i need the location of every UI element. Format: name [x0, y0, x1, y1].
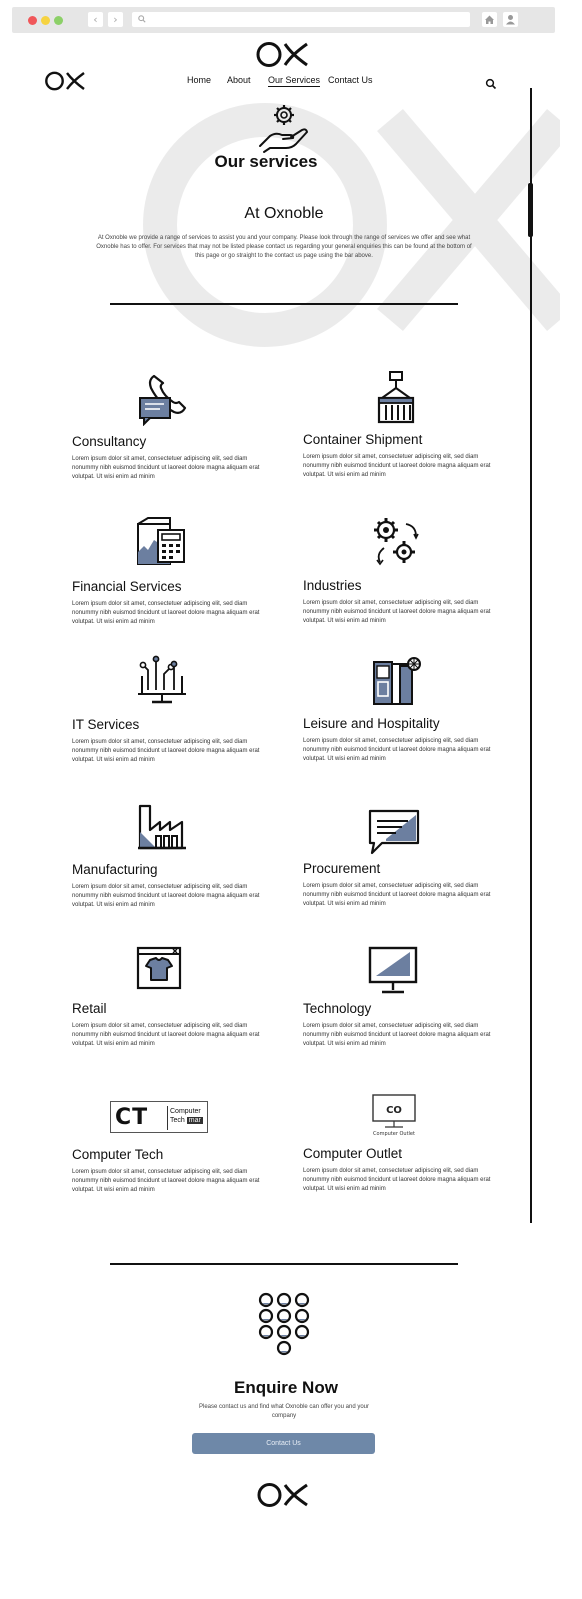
service-title-procurement: Procurement [303, 861, 381, 876]
computer-tech-logo-mark: CT [115, 1105, 149, 1130]
close-window-dot[interactable] [28, 16, 37, 25]
enquire-text: Please contact us and find what Oxnoble can offer you and your company [199, 1404, 369, 1419]
page-scrollbar-track[interactable] [530, 88, 532, 1223]
page-title: Our services [214, 152, 318, 171]
search-icon [138, 15, 146, 23]
circuit-monitor-icon [134, 654, 190, 710]
forward-arrow-icon[interactable]: › [108, 12, 123, 27]
nav-home[interactable]: Home [187, 75, 212, 85]
service-desc-manufacturing: Lorem ipsum dolor sit amet, consectetuer adipiscing elit, sed diam nonummy nibh euismod tincidunt ut laoreet dolore magna aliquam erat volutpat. Ut wisi enim ad minim [72, 884, 260, 908]
browser-toolbar [12, 7, 555, 33]
service-desc-procurement: Lorem ipsum dolor sit amet, consectetuer adipiscing elit, sed diam nonummy nibh euismod tincidunt ut laoreet dolore magna aliquam erat volutpat. Ut wisi enim ad minim [303, 883, 491, 907]
nav-our-services[interactable]: Our Services [268, 75, 321, 85]
service-title-financial-services: Financial Services [72, 579, 182, 594]
ox-logo-footer[interactable] [256, 1481, 312, 1509]
service-desc-financial-services: Lorem ipsum dolor sit amet, consectetuer adipiscing elit, sed diam nonummy nibh euismod tincidunt ut laoreet dolore magna aliquam erat volutpat. Ut wisi enim ad minim [72, 601, 260, 625]
ox-logo[interactable] [255, 40, 313, 69]
background-logo-watermark [140, 100, 560, 350]
service-title-technology: Technology [303, 1001, 372, 1016]
section-divider [110, 1263, 458, 1265]
service-title-industries: Industries [303, 578, 362, 593]
back-arrow-icon[interactable]: ‹ [88, 12, 103, 27]
enquire-title: Enquire Now [234, 1378, 338, 1397]
factory-icon [134, 800, 190, 856]
service-desc-computer-tech: Lorem ipsum dolor sit amet, consectetuer adipiscing elit, sed diam nonummy nibh euismod tincidunt ut laoreet dolore magna aliquam erat volutpat. Ut wisi enim ad minim [72, 1169, 260, 1193]
service-title-consultancy: Consultancy [72, 434, 147, 449]
computer-tech-logo-line2: Tech [170, 1117, 185, 1124]
page-subtitle: At Oxnoble [244, 205, 324, 222]
service-desc-industries: Lorem ipsum dolor sit amet, consectetuer adipiscing elit, sed diam nonummy nibh euismod tincidunt ut laoreet dolore magna aliquam erat volutpat. Ut wisi enim ad minim [303, 600, 491, 624]
ox-logo-small[interactable] [44, 70, 88, 92]
service-desc-retail: Lorem ipsum dolor sit amet, consectetuer adipiscing elit, sed diam nonummy nibh euismod tincidunt ut laoreet dolore magna aliquam erat volutpat. Ut wisi enim ad minim [72, 1023, 260, 1047]
maximize-window-dot[interactable] [54, 16, 63, 25]
computer-tech-logo [110, 1101, 208, 1133]
service-title-computer-tech: Computer Tech [72, 1147, 164, 1162]
minimize-window-dot[interactable] [41, 16, 50, 25]
search-icon[interactable] [485, 78, 497, 90]
computer-tech-logo-line1: Computer [170, 1108, 201, 1115]
service-desc-container-shipment: Lorem ipsum dolor sit amet, consectetuer adipiscing elit, sed diam nonummy nibh euismod tincidunt ut laoreet dolore magna aliquam erat volutpat. Ut wisi enim ad minim [303, 454, 491, 478]
nav-contact-us[interactable]: Contact Us [328, 75, 373, 85]
service-desc-it-services: Lorem ipsum dolor sit amet, consectetuer adipiscing elit, sed diam nonummy nibh euismod tincidunt ut laoreet dolore magna aliquam erat volutpat. Ut wisi enim ad minim [72, 739, 260, 763]
shirt-window-icon [132, 942, 188, 998]
computer-outlet-logo [367, 1093, 423, 1139]
nav-about[interactable]: About [227, 75, 251, 85]
service-desc-consultancy: Lorem ipsum dolor sit amet, consectetuer adipiscing elit, sed diam nonummy nibh euismod tincidunt ut laoreet dolore magna aliquam erat volutpat. Ut wisi enim ad minim [72, 456, 260, 480]
intro-paragraph: At Oxnoble we provide a range of services to assist you and your company. Please look through the range of services we offer and see what Oxnoble has to offer. For services that may not be listed please contact us regarding your general enquiries this can be found at the bottom of this page or go straight to the contact us page using the bar above. [96, 235, 472, 259]
service-title-leisure-hospitality: Leisure and Hospitality [303, 716, 440, 731]
keypad-icon [256, 1292, 312, 1358]
computer-outlet-logo-name: Computer Outlet [373, 1131, 415, 1137]
computer-tech-logo-tag: mar [188, 1117, 201, 1124]
computer-outlet-logo-mark: CO [386, 1105, 402, 1116]
service-title-container-shipment: Container Shipment [303, 432, 423, 447]
monitor-icon [366, 942, 422, 998]
address-bar[interactable] [132, 12, 470, 27]
brochure-drink-icon [368, 654, 424, 710]
service-desc-leisure-hospitality: Lorem ipsum dolor sit amet, consectetuer adipiscing elit, sed diam nonummy nibh euismod tincidunt ut laoreet dolore magna aliquam erat volutpat. Ut wisi enim ad minim [303, 738, 491, 762]
user-icon[interactable] [503, 12, 518, 27]
service-title-it-services: IT Services [72, 717, 140, 732]
service-title-manufacturing: Manufacturing [72, 862, 158, 877]
service-title-computer-outlet: Computer Outlet [303, 1146, 403, 1161]
service-title-retail: Retail [72, 1001, 107, 1016]
phone-chat-icon [134, 370, 190, 426]
container-crane-icon [368, 370, 424, 426]
message-icon [368, 803, 424, 859]
home-icon[interactable] [482, 12, 497, 27]
hand-gear-icon [256, 102, 312, 154]
finance-calculator-icon [134, 514, 190, 570]
section-divider [110, 303, 458, 305]
contact-us-button[interactable]: Contact Us [192, 1433, 375, 1454]
service-desc-computer-outlet: Lorem ipsum dolor sit amet, consectetuer adipiscing elit, sed diam nonummy nibh euismod tincidunt ut laoreet dolore magna aliquam erat volutpat. Ut wisi enim ad minim [303, 1168, 491, 1192]
service-desc-technology: Lorem ipsum dolor sit amet, consectetuer adipiscing elit, sed diam nonummy nibh euismod tincidunt ut laoreet dolore magna aliquam erat volutpat. Ut wisi enim ad minim [303, 1023, 491, 1047]
gears-icon [368, 514, 424, 570]
